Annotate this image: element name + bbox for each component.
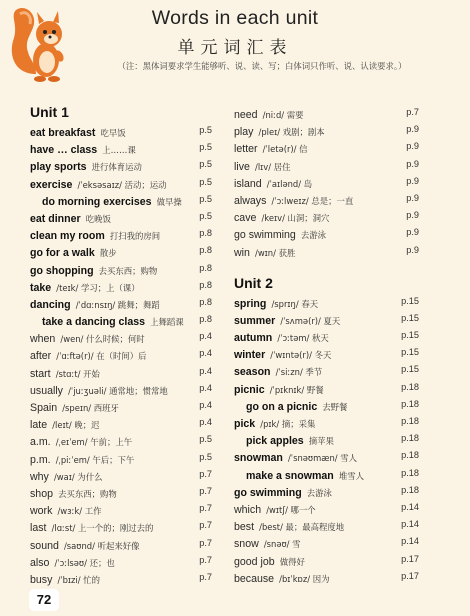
vocab-entry xyxy=(30,449,212,466)
vocab-entry xyxy=(234,344,419,361)
vocab-page-ref: p.8 xyxy=(199,262,212,273)
vocab-meaning: /ˈpɪknɪk/ 野餐 xyxy=(269,384,324,395)
vocab-entry xyxy=(30,483,212,500)
vocab-entry xyxy=(234,173,419,190)
vocab-entry xyxy=(234,482,419,499)
vocab-word: last xyxy=(30,522,47,535)
vocab-meaning: /ˈsnəʊmæn/ 雪人 xyxy=(287,453,357,464)
vocab-page-ref: p.8 xyxy=(199,245,212,256)
vocab-entry xyxy=(30,345,212,362)
vocab-word: because xyxy=(234,572,275,585)
vocab-meaning: /ˈɔːtəm/ 秋天 xyxy=(277,333,329,344)
page-number: 72 xyxy=(29,589,59,611)
vocab-word: spring xyxy=(234,297,267,310)
vocab-word: a.m. xyxy=(30,436,51,449)
vocab-page-ref: p.14 xyxy=(401,519,419,530)
vocab-meaning: /wɪn/ 获胜 xyxy=(255,247,296,258)
vocab-entry xyxy=(30,517,212,534)
vocab-meaning: /snəʊ/ 雪 xyxy=(263,539,301,550)
vocab-word: letter xyxy=(234,143,258,156)
vocab-page-ref: p.15 xyxy=(401,330,419,341)
vocab-page-ref: p.5 xyxy=(199,451,212,462)
vocab-meaning: /ˈwɪntə(r)/ 冬天 xyxy=(270,350,332,361)
vocab-word: after xyxy=(30,350,52,363)
vocab-word: eat dinner xyxy=(30,212,81,225)
vocab-page-ref: p.8 xyxy=(199,296,212,307)
vocab-word: also xyxy=(30,556,50,569)
vocab-meaning: /ˈaɪlənd/ 岛 xyxy=(266,178,313,189)
vocab-page-ref: p.7 xyxy=(199,485,212,496)
vocab-entry xyxy=(30,242,212,259)
vocab-page-ref: p.4 xyxy=(199,382,212,393)
vocab-page-ref: p.8 xyxy=(199,228,212,239)
vocab-word: need xyxy=(234,109,258,121)
vocab-meaning: /ˈɔːlsəʊ/ 还；也 xyxy=(54,557,115,568)
vocab-word: start xyxy=(30,367,51,380)
vocab-meaning: /pleɪ/ 戏剧；剧本 xyxy=(258,127,325,138)
vocab-page-ref: p.18 xyxy=(401,484,419,495)
vocab-word: Spain xyxy=(30,402,58,414)
vocab-entry xyxy=(234,361,419,378)
vocab-word: island xyxy=(234,177,262,190)
vocab-word: go swimming xyxy=(234,486,302,499)
vocab-page-ref: p.7 xyxy=(406,107,419,117)
vocab-page-ref: p.18 xyxy=(401,467,419,478)
unit-heading: Unit 2 xyxy=(234,274,273,291)
vocab-page-ref: p.8 xyxy=(199,314,212,325)
vocab-entry xyxy=(234,551,419,568)
unit-heading: Unit 1 xyxy=(30,104,69,120)
vocab-meaning: /lɪv/ 居住 xyxy=(255,161,291,172)
vocab-page-ref: p.18 xyxy=(401,398,419,409)
vocab-word: go swimming xyxy=(234,229,296,242)
vocab-entry xyxy=(234,121,419,138)
left-column xyxy=(30,104,212,586)
vocab-meaning: /ˈsʌmə(r)/ 夏天 xyxy=(280,315,341,326)
vocab-meaning: 上……课 xyxy=(102,145,136,156)
vocab-meaning: /keɪv/ 山洞；洞穴 xyxy=(261,213,330,224)
vocab-entry xyxy=(234,533,419,550)
vocab-word: take xyxy=(30,281,52,294)
vocab-word: exercise xyxy=(30,178,73,191)
vocab-page-ref: p.7 xyxy=(199,503,212,514)
vocab-word: win xyxy=(234,246,250,259)
vocab-word: p.m. xyxy=(30,453,51,466)
vocab-entry xyxy=(234,430,419,447)
vocab-entry xyxy=(30,277,212,294)
vocab-meaning: /ˈdɑːnsɪŋ/ 跳舞；舞蹈 xyxy=(75,299,160,310)
vocab-entry xyxy=(234,104,419,121)
vocab-entry xyxy=(30,466,212,483)
vocab-entry xyxy=(30,260,212,277)
vocab-meaning: /bɪˈkɒz/ 因为 xyxy=(279,573,330,584)
vocab-word: do morning exercises xyxy=(42,195,152,208)
vocab-meaning: /ˌpiːˈem/ 午后；下午 xyxy=(55,454,135,465)
vocab-entry xyxy=(30,552,212,569)
vocab-word: summer xyxy=(234,314,276,327)
vocab-entry xyxy=(234,293,419,310)
vocab-meaning: /ˌeɪˈem/ 午前；上午 xyxy=(55,437,133,448)
vocab-entry xyxy=(30,380,212,397)
vocab-word: best xyxy=(234,521,255,534)
vocab-entry xyxy=(234,447,419,464)
vocab-entry xyxy=(234,138,419,155)
vocab-page-ref: p.14 xyxy=(401,501,419,512)
vocab-entry xyxy=(30,414,212,431)
right-column xyxy=(234,104,419,585)
vocab-word: late xyxy=(30,419,48,432)
vocab-entry xyxy=(234,499,419,516)
vocab-meaning: /ˈjuːʒuəli/ 通常地；惯常地 xyxy=(68,385,168,396)
vocab-word: play xyxy=(234,126,254,139)
vocab-page-ref: p.4 xyxy=(199,400,212,410)
vocab-word: play sports xyxy=(30,161,87,174)
vocab-word: autumn xyxy=(234,332,273,345)
vocab-meaning: /ˈeksəsaɪz/ 活动；运动 xyxy=(77,179,167,190)
vocab-meaning: 去野餐 xyxy=(322,401,348,412)
vocab-page-ref: p.4 xyxy=(199,348,212,359)
vocab-word: go shopping xyxy=(30,264,94,277)
vocab-word: season xyxy=(234,366,271,379)
vocab-word: shop xyxy=(30,487,53,500)
vocab-word: eat breakfast xyxy=(30,127,96,139)
vocab-page-ref: p.15 xyxy=(401,295,419,306)
vocab-word: go for a walk xyxy=(30,247,95,260)
vocab-entry xyxy=(30,363,212,380)
vocab-meaning: 去买东西；购物 xyxy=(98,265,158,276)
vocab-meaning: /ˈɔːlweɪz/ 总是；一直 xyxy=(271,195,354,206)
vocab-meaning: 吃晚饭 xyxy=(85,213,111,224)
vocab-entry xyxy=(234,310,419,327)
vocab-word: have … class xyxy=(30,144,98,157)
vocab-entry xyxy=(234,516,419,533)
vocab-page-ref: p.5 xyxy=(199,159,212,170)
vocab-entry xyxy=(30,569,212,586)
vocab-page-ref: p.5 xyxy=(199,434,212,445)
vocab-meaning: /best/ 最；最高程度地 xyxy=(259,522,345,533)
vocab-page-ref: p.5 xyxy=(199,142,212,153)
vocab-entry xyxy=(30,294,212,311)
vocab-meaning: /lɑːst/ 上一个的；刚过去的 xyxy=(51,523,154,534)
vocab-word: pick apples xyxy=(246,435,304,448)
vocab-list xyxy=(234,104,419,259)
vocab-word: winter xyxy=(234,349,266,362)
vocab-page-ref: p.17 xyxy=(401,570,419,581)
vocab-entry xyxy=(30,431,212,448)
vocab-meaning: 去游泳 xyxy=(300,230,327,241)
vocab-page-ref: p.14 xyxy=(401,536,419,547)
vocab-page-ref: p.18 xyxy=(401,450,419,461)
vocab-word: dancing xyxy=(30,298,71,311)
vocab-page-ref: p.4 xyxy=(199,417,212,428)
vocab-word: snow xyxy=(234,538,259,551)
vocab-meaning: /ˈletə(r)/ 信 xyxy=(262,144,308,155)
vocab-word: pick xyxy=(234,418,256,430)
vocab-word: always xyxy=(234,194,267,207)
vocab-page-ref: p.9 xyxy=(406,175,419,186)
vocab-page-ref: p.5 xyxy=(199,210,212,221)
vocab-meaning: /leɪt/ 晚；迟 xyxy=(52,420,100,431)
vocab-entry xyxy=(30,191,212,208)
vocab-meaning: 去游泳 xyxy=(306,487,332,498)
vocab-meaning: /ˈsiːzn/ 季节 xyxy=(275,367,323,378)
page-title-chinese: 单元词汇表 xyxy=(177,38,293,58)
vocab-word: take a dancing class xyxy=(42,316,146,329)
vocab-entry xyxy=(234,396,419,413)
vocab-page-ref: p.9 xyxy=(406,141,419,152)
vocab-page-ref: p.4 xyxy=(199,365,212,376)
vocab-page-ref: p.5 xyxy=(199,176,212,187)
vocab-entry xyxy=(234,413,419,430)
instruction-note: （注：黑体词要求学生能够听、说、读、写；白体词只作听、说、认读要求。） xyxy=(117,61,407,71)
vocab-word: clean my room xyxy=(30,230,105,243)
vocab-page-ref: p.5 xyxy=(199,193,212,204)
vocab-page-ref: p.9 xyxy=(406,124,419,135)
vocab-meaning: /ˈɑːftə(r)/ 在（时间）后 xyxy=(56,351,147,362)
vocab-meaning: 做得好 xyxy=(279,556,305,567)
vocab-word: cave xyxy=(234,212,257,225)
vocab-word: busy xyxy=(30,573,53,586)
vocab-meaning: 摘苹果 xyxy=(308,436,334,447)
vocab-word: make a snowman xyxy=(246,469,334,482)
vocab-page-ref: p.9 xyxy=(406,192,419,203)
vocab-page-ref: p.18 xyxy=(401,381,419,392)
vocab-page-ref: p.7 xyxy=(199,468,212,479)
vocab-word: why xyxy=(30,470,49,483)
vocab-page-ref: p.15 xyxy=(401,347,419,358)
vocab-word: live xyxy=(234,160,250,173)
vocab-entry xyxy=(234,224,419,241)
vocab-entry xyxy=(234,327,419,344)
vocab-meaning: /stɑːt/ 开始 xyxy=(55,368,100,379)
vocab-word: go on a picnic xyxy=(246,400,318,413)
vocab-word: sound xyxy=(30,539,59,552)
vocab-meaning: 上舞蹈课 xyxy=(150,317,184,328)
vocab-entry xyxy=(30,174,212,191)
vocab-meaning: /sprɪŋ/ 春天 xyxy=(271,298,319,309)
vocab-meaning: /waɪ/ 为什么 xyxy=(53,471,103,482)
vocab-entry xyxy=(234,568,419,585)
vocab-meaning: /teɪk/ 学习；上（课） xyxy=(56,282,140,293)
vocab-entry xyxy=(30,122,212,139)
vocab-entry xyxy=(30,500,212,517)
vocab-entry xyxy=(30,139,212,156)
vocab-entry xyxy=(234,156,419,173)
vocab-page-ref: p.7 xyxy=(199,571,212,582)
vocab-entry xyxy=(30,535,212,552)
vocab-entry xyxy=(234,207,419,224)
vocab-page-ref: p.9 xyxy=(406,244,419,255)
vocab-page-ref: p.4 xyxy=(199,331,212,342)
vocab-page-ref: p.5 xyxy=(199,125,212,135)
vocab-meaning: 堆雪人 xyxy=(338,470,364,481)
vocab-page-ref: p.7 xyxy=(199,537,212,548)
vocab-word: picnic xyxy=(234,383,265,396)
vocab-word: which xyxy=(234,503,262,516)
vocab-meaning: /niːd/ 需要 xyxy=(262,110,304,120)
vocab-page-ref: p.9 xyxy=(406,210,419,221)
vocab-meaning: 进行体育运动 xyxy=(91,162,142,173)
vocab-list xyxy=(234,293,419,585)
vocab-meaning: 去买东西；购物 xyxy=(58,488,117,499)
vocab-page-ref: p.8 xyxy=(199,279,212,290)
vocab-meaning: /pɪk/ 摘；采集 xyxy=(260,419,316,429)
vocab-entry xyxy=(234,242,419,259)
vocab-entry xyxy=(30,397,212,414)
vocab-page-ref: p.7 xyxy=(199,554,212,565)
vocab-entry xyxy=(30,208,212,225)
vocab-meaning: 打扫我的房间 xyxy=(109,231,161,242)
vocab-page-ref: p.15 xyxy=(401,312,419,323)
vocab-page-ref: p.17 xyxy=(401,553,419,564)
vocab-entry xyxy=(234,379,419,396)
vocab-page-ref: p.18 xyxy=(401,416,419,426)
vocab-word: when xyxy=(30,333,56,346)
vocab-meaning: /saʊnd/ 听起来好像 xyxy=(63,540,140,551)
vocab-entry xyxy=(30,225,212,242)
vocab-entry xyxy=(30,156,212,173)
vocab-meaning: 散步 xyxy=(99,248,117,259)
vocab-word: usually xyxy=(30,384,63,397)
vocab-page-ref: p.15 xyxy=(401,364,419,375)
vocab-page-ref: p.18 xyxy=(401,433,419,444)
vocab-entry xyxy=(234,190,419,207)
vocab-meaning: /ˈbɪzi/ 忙的 xyxy=(57,574,100,585)
vocab-meaning: /speɪn/ 西班牙 xyxy=(62,403,119,413)
vocab-list xyxy=(30,122,212,586)
vocab-meaning: /wɜːk/ 工作 xyxy=(57,506,102,517)
vocab-entry xyxy=(30,328,212,345)
vocab-word: work xyxy=(30,505,53,518)
vocab-entry xyxy=(234,465,419,482)
vocab-meaning: /wen/ 什么时候；何时 xyxy=(60,334,145,345)
vocab-page-ref: p.9 xyxy=(406,158,419,169)
vocab-page-ref: p.9 xyxy=(406,227,419,238)
vocab-word: snowman xyxy=(234,452,283,465)
page-title: Words in each unit xyxy=(151,7,319,29)
vocab-meaning: /wɪtʃ/ 哪一个 xyxy=(266,504,316,515)
vocab-page-ref: p.7 xyxy=(199,520,212,531)
vocab-word: good job xyxy=(234,555,275,568)
vocab-meaning: 吃早饭 xyxy=(100,128,126,138)
vocab-meaning: 做早操 xyxy=(156,196,182,207)
vocab-entry xyxy=(30,311,212,328)
